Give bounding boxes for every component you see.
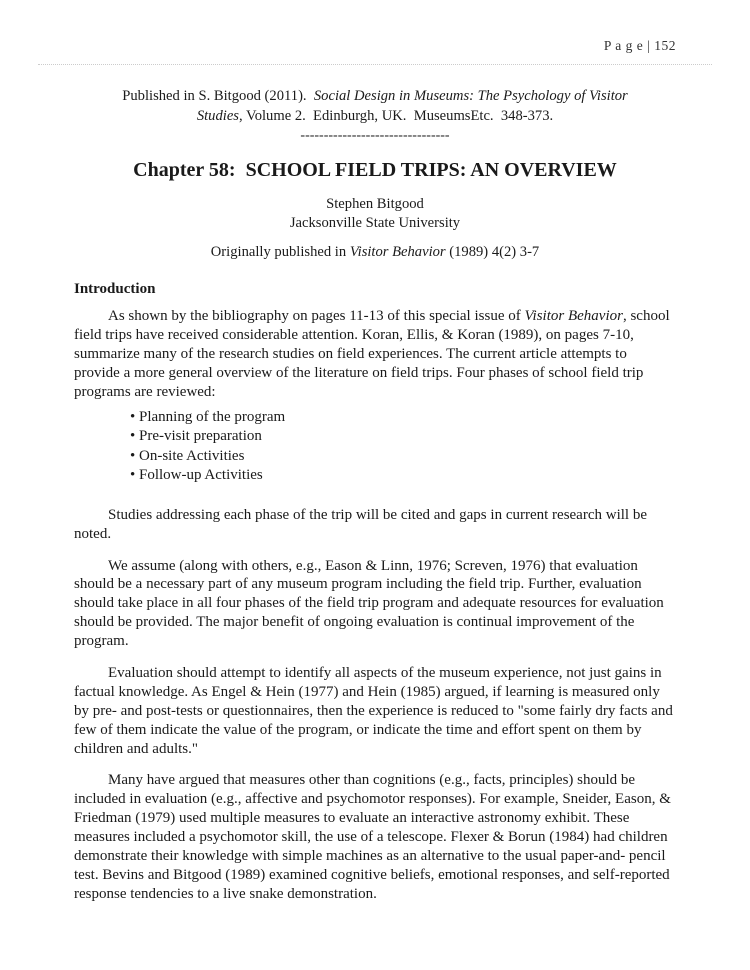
paragraph-evaluation-aspects: Evaluation should attempt to identify all aspects of the museum experience, not just gains in factual knowledge. As Engel & Hein (1977) and Hein (1985) argued, if learning is measured only by pre- and post-tests or questionnaires, then the experience is reduced to "some fairly dry facts and few of them indicate the value of the program, or indicate the time and effort spent on them by children and adults." [74,665,673,757]
bullet-list-phases [130,408,676,486]
author-affiliation: Jacksonville State University [289,215,461,232]
section-heading-introduction: Introduction [74,281,156,298]
publication-citation: Published in S. Bitgood (2011). Social Design in Museums: The Psychology of Visitor Studies, Volume 2. Edinburgh, UK. MuseumsEtc. 348-373. [122,88,632,124]
bullet-item: • Pre-visit preparation [130,428,262,445]
header-rule [38,64,712,65]
bullet-item: • Follow-up Activities [130,467,263,484]
byline [74,195,676,233]
page-content [38,87,712,904]
author-name: Stephen Bitgood [326,196,424,213]
paragraph-multiple-measures: Many have argued that measures other than cognitions (e.g., facts, principles) should be included in evaluation (e.g., affective and psychomotor responses). For example, Sneider, Eason, & Friedman (1979) used multiple measures to evaluate an interactive astronomy exhibit. These measures included a psychomotor skill, the use of a telescope. Flexer & Borun (1984) had children demonstrate their knowledge with simple machines as an alternative to the usual paper-and- pencil test. Bevins and Bitgood (1989) examined cognitive beliefs, emotional responses, and self-reported response tendencies to a live snake demonstration. [74,772,671,902]
page-number: P a g e | 152 [603,38,676,53]
paragraph-overview: As shown by the bibliography on pages 11-13 of this special issue of Visitor Behavior, school field trips have received considerable attention. Koran, Ellis, & Koran (1989), on pages 7-10, summarize many of the research studies on field experiences. The current article attempts to provide a more general overview of the literature on field trips. Four phases of school field trip programs are reviewed: [74,308,670,400]
bullet-item: • Planning of the program [130,408,286,425]
original-publication-note: Originally published in Visitor Behavior (1989) 4(2) 3-7 [210,244,540,261]
chapter-title: Chapter 58: SCHOOL FIELD TRIPS: AN OVERVIEW [133,159,617,182]
paragraph-evaluation-assumption: We assume (along with others, e.g., Eason & Linn, 1976; Screven, 1976) that evaluation should be a necessary part of any museum program including the field trip. Further, evaluation should take place in all four phases of the field trip program and adequate resources for evaluation should be provided. The major benefit of ongoing evaluation is continual improvement of the program. [74,557,664,650]
bullet-item: • On-site Activities [130,447,245,464]
paragraph-studies-cited: Studies addressing each phase of the trip will be cited and gaps in current research will be noted. [74,506,647,542]
dashed-divider: -------------------------------- [300,128,450,144]
